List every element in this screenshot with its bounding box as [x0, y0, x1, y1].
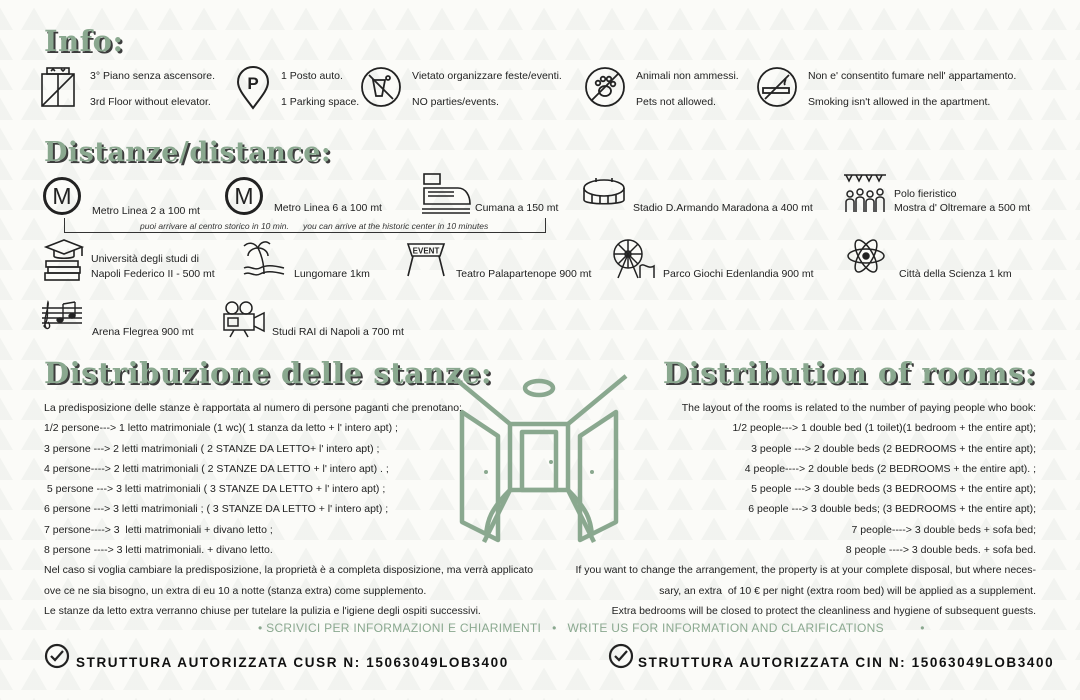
rooms-it-line: 3 persone ---> 2 letti matrimoniali ( 2 STANZE DA LETTO+ l' intero apt) ;	[44, 442, 380, 455]
rooms-en-line: 5 people ---> 3 double beds (3 BEDROOMS + the entire apt);	[751, 483, 1036, 496]
dist-teatro: Teatro Palapartenope 900 mt	[456, 268, 592, 280]
metro-note: puoi arrivare al centro storico in 10 min. you can arrive at the historic center in 10 minutes	[140, 221, 489, 231]
rooms-en-line: sary, an extra of 10 € per night (extra room bed) will be applied as a supplement.	[659, 584, 1036, 597]
authorization-cusr: STRUTTURA AUTORIZZATA CUSR N: 15063049LOB3400	[76, 655, 509, 670]
elevator-crossed-icon	[40, 66, 76, 108]
rooms-it-line: ove ce ne sia bisogno, un extra di eu 10 a notte (stanza extra) come supplemento.	[44, 584, 427, 597]
metro-icon	[42, 176, 82, 216]
no-pets-icon	[584, 66, 626, 108]
distances-title: Distanze/distance:	[44, 137, 332, 168]
rooms-it-line: 5 persone ---> 3 letti matrimoniali ( 3 STANZE DA LETTO + l' intero apt) ;	[44, 483, 386, 496]
dist-polo-1: Polo fieristico	[894, 188, 957, 200]
check-circle-icon	[608, 643, 634, 669]
metro-icon	[224, 176, 264, 216]
no-party-icon	[360, 66, 402, 108]
rooms-en-line: 1/2 people---> 1 double bed (1 toilet)(1 bedroom + the entire apt);	[732, 422, 1036, 435]
info-pets-en: Pets not allowed.	[636, 96, 716, 108]
svg-text:M: M	[234, 183, 254, 209]
expo-crowd-icon	[842, 172, 888, 216]
rooms-en-title: Distribution of rooms:	[662, 356, 1036, 390]
rooms-en-line: 4 people----> 2 double beds (2 BEDROOMS + the entire apt). ;	[744, 462, 1036, 475]
dist-metro6: Metro Linea 6 a 100 mt	[274, 202, 382, 214]
event-sign-text: EVENT	[412, 246, 440, 256]
authorization-cin: STRUTTURA AUTORIZZATA CIN N: 15063049LOB3400	[638, 655, 1055, 670]
video-camera-icon	[220, 300, 266, 338]
train-icon	[420, 172, 472, 216]
info-parking-en: 1 Parking space.	[281, 96, 360, 108]
info-smoking-en: Smoking isn't allowed in the apartment.	[808, 96, 991, 108]
atom-icon	[846, 236, 886, 276]
music-notes-icon	[40, 300, 84, 334]
info-elevator-it: 3° Piano senza ascensore.	[90, 70, 216, 82]
rooms-en-line: 3 people ---> 2 double beds (2 BEDROOMS + the entire apt);	[751, 442, 1036, 455]
seafront-palm-icon	[242, 238, 286, 278]
rooms-it-line: Le stanze da letto extra verranno chiuse per tutelare la pulizia e l'igiene degli ospiti successivi.	[44, 604, 481, 617]
dist-uni-1: Università degli studi di	[91, 253, 199, 265]
rooms-it-text	[44, 398, 533, 621]
rooms-it-line: 7 persone----> 3 letti matrimoniali + divano letto ;	[44, 523, 273, 536]
graduation-books-icon	[42, 238, 86, 282]
ferris-wheel-icon	[610, 236, 656, 280]
stadium-icon	[582, 176, 626, 210]
event-sign-icon	[404, 240, 448, 278]
info-party-it: Vietato organizzare feste/eventi.	[412, 70, 562, 82]
info-elevator-en: 3rd Floor without elevator.	[90, 96, 211, 108]
rooms-en-line: 7 people----> 3 double beds + sofa bed;	[851, 523, 1036, 536]
info-parking-it: 1 Posto auto.	[281, 70, 343, 82]
dist-lungomare: Lungomare 1km	[294, 268, 370, 280]
rooms-en-line: 8 people ----> 3 double beds. + sofa bed.	[845, 544, 1036, 557]
contact-note: • SCRIVICI PER INFORMAZIONI E CHIARIMENTI • WRITE US FOR INFORMATION AND CLARIFICATIONS •	[258, 621, 925, 635]
dist-arena: Arena Flegrea 900 mt	[92, 326, 194, 338]
dist-edenlandia: Parco Giochi Edenlandia 900 mt	[663, 268, 814, 280]
svg-text:M: M	[52, 183, 72, 209]
parking-pin-icon	[236, 66, 270, 110]
info-party-en: NO parties/events.	[412, 96, 499, 108]
rooms-en-line: The layout of the rooms is related to the number of paying people who book:	[681, 402, 1036, 414]
dist-uni-2: Napoli Federico II - 500 mt	[91, 268, 215, 280]
rooms-it-line: Nel caso si voglia cambiare la predisposizione, la proprietà è a completa disposizione, ma verrà applicato	[44, 564, 534, 577]
rooms-it-title: Distribuzione delle stanze:	[44, 356, 493, 390]
dist-polo-2: Mostra d' Oltremare a 500 mt	[894, 202, 1031, 214]
rooms-it-line: 6 persone ---> 3 letti matrimoniali ; ( 3 STANZE DA LETTO + l' intero apt) ;	[44, 503, 389, 516]
check-circle-icon	[44, 643, 70, 669]
no-smoking-icon	[756, 66, 798, 108]
rooms-en-line: Extra bedrooms will be closed to protect the cleanliness and hygiene of subsequent guests.	[611, 604, 1036, 617]
rooms-en-text	[575, 398, 1036, 621]
rooms-en-line: 6 people ---> 3 double beds; (3 BEDROOMS + the entire apt);	[748, 503, 1036, 516]
rooms-en-line: If you want to change the arrangement, the property is at your complete disposal, but where neces-	[575, 564, 1036, 577]
dist-rai: Studi RAI di Napoli a 700 mt	[272, 326, 404, 338]
dist-metro2: Metro Linea 2 a 100 mt	[92, 205, 200, 217]
info-smoking-it: Non e' consentito fumare nell' appartamento.	[808, 70, 1017, 82]
rooms-it-line: 4 persone----> 2 letti matrimoniali ( 2 STANZE DA LETTO + l' intero apt) . ;	[44, 462, 389, 475]
svg-text:P: P	[247, 74, 259, 93]
dist-cumana: Cumana a 150 mt	[475, 202, 559, 214]
dist-stadio: Stadio D.Armando Maradona a 400 mt	[633, 202, 813, 214]
rooms-it-line: 1/2 persone---> 1 letto matrimoniale (1 wc)( 1 stanza da letto + l' intero apt) ;	[44, 422, 398, 435]
dist-scienza: Città della Scienza 1 km	[899, 268, 1012, 280]
info-pets-it: Animali non ammessi.	[636, 70, 739, 82]
rooms-it-line: La predisposizione delle stanze è rapportata al numero di persone paganti che prenotano:	[44, 402, 462, 414]
rooms-it-line: 8 persone ----> 3 letti matrimoniali. + divano letto.	[44, 544, 273, 557]
info-title: Info:	[44, 24, 124, 58]
